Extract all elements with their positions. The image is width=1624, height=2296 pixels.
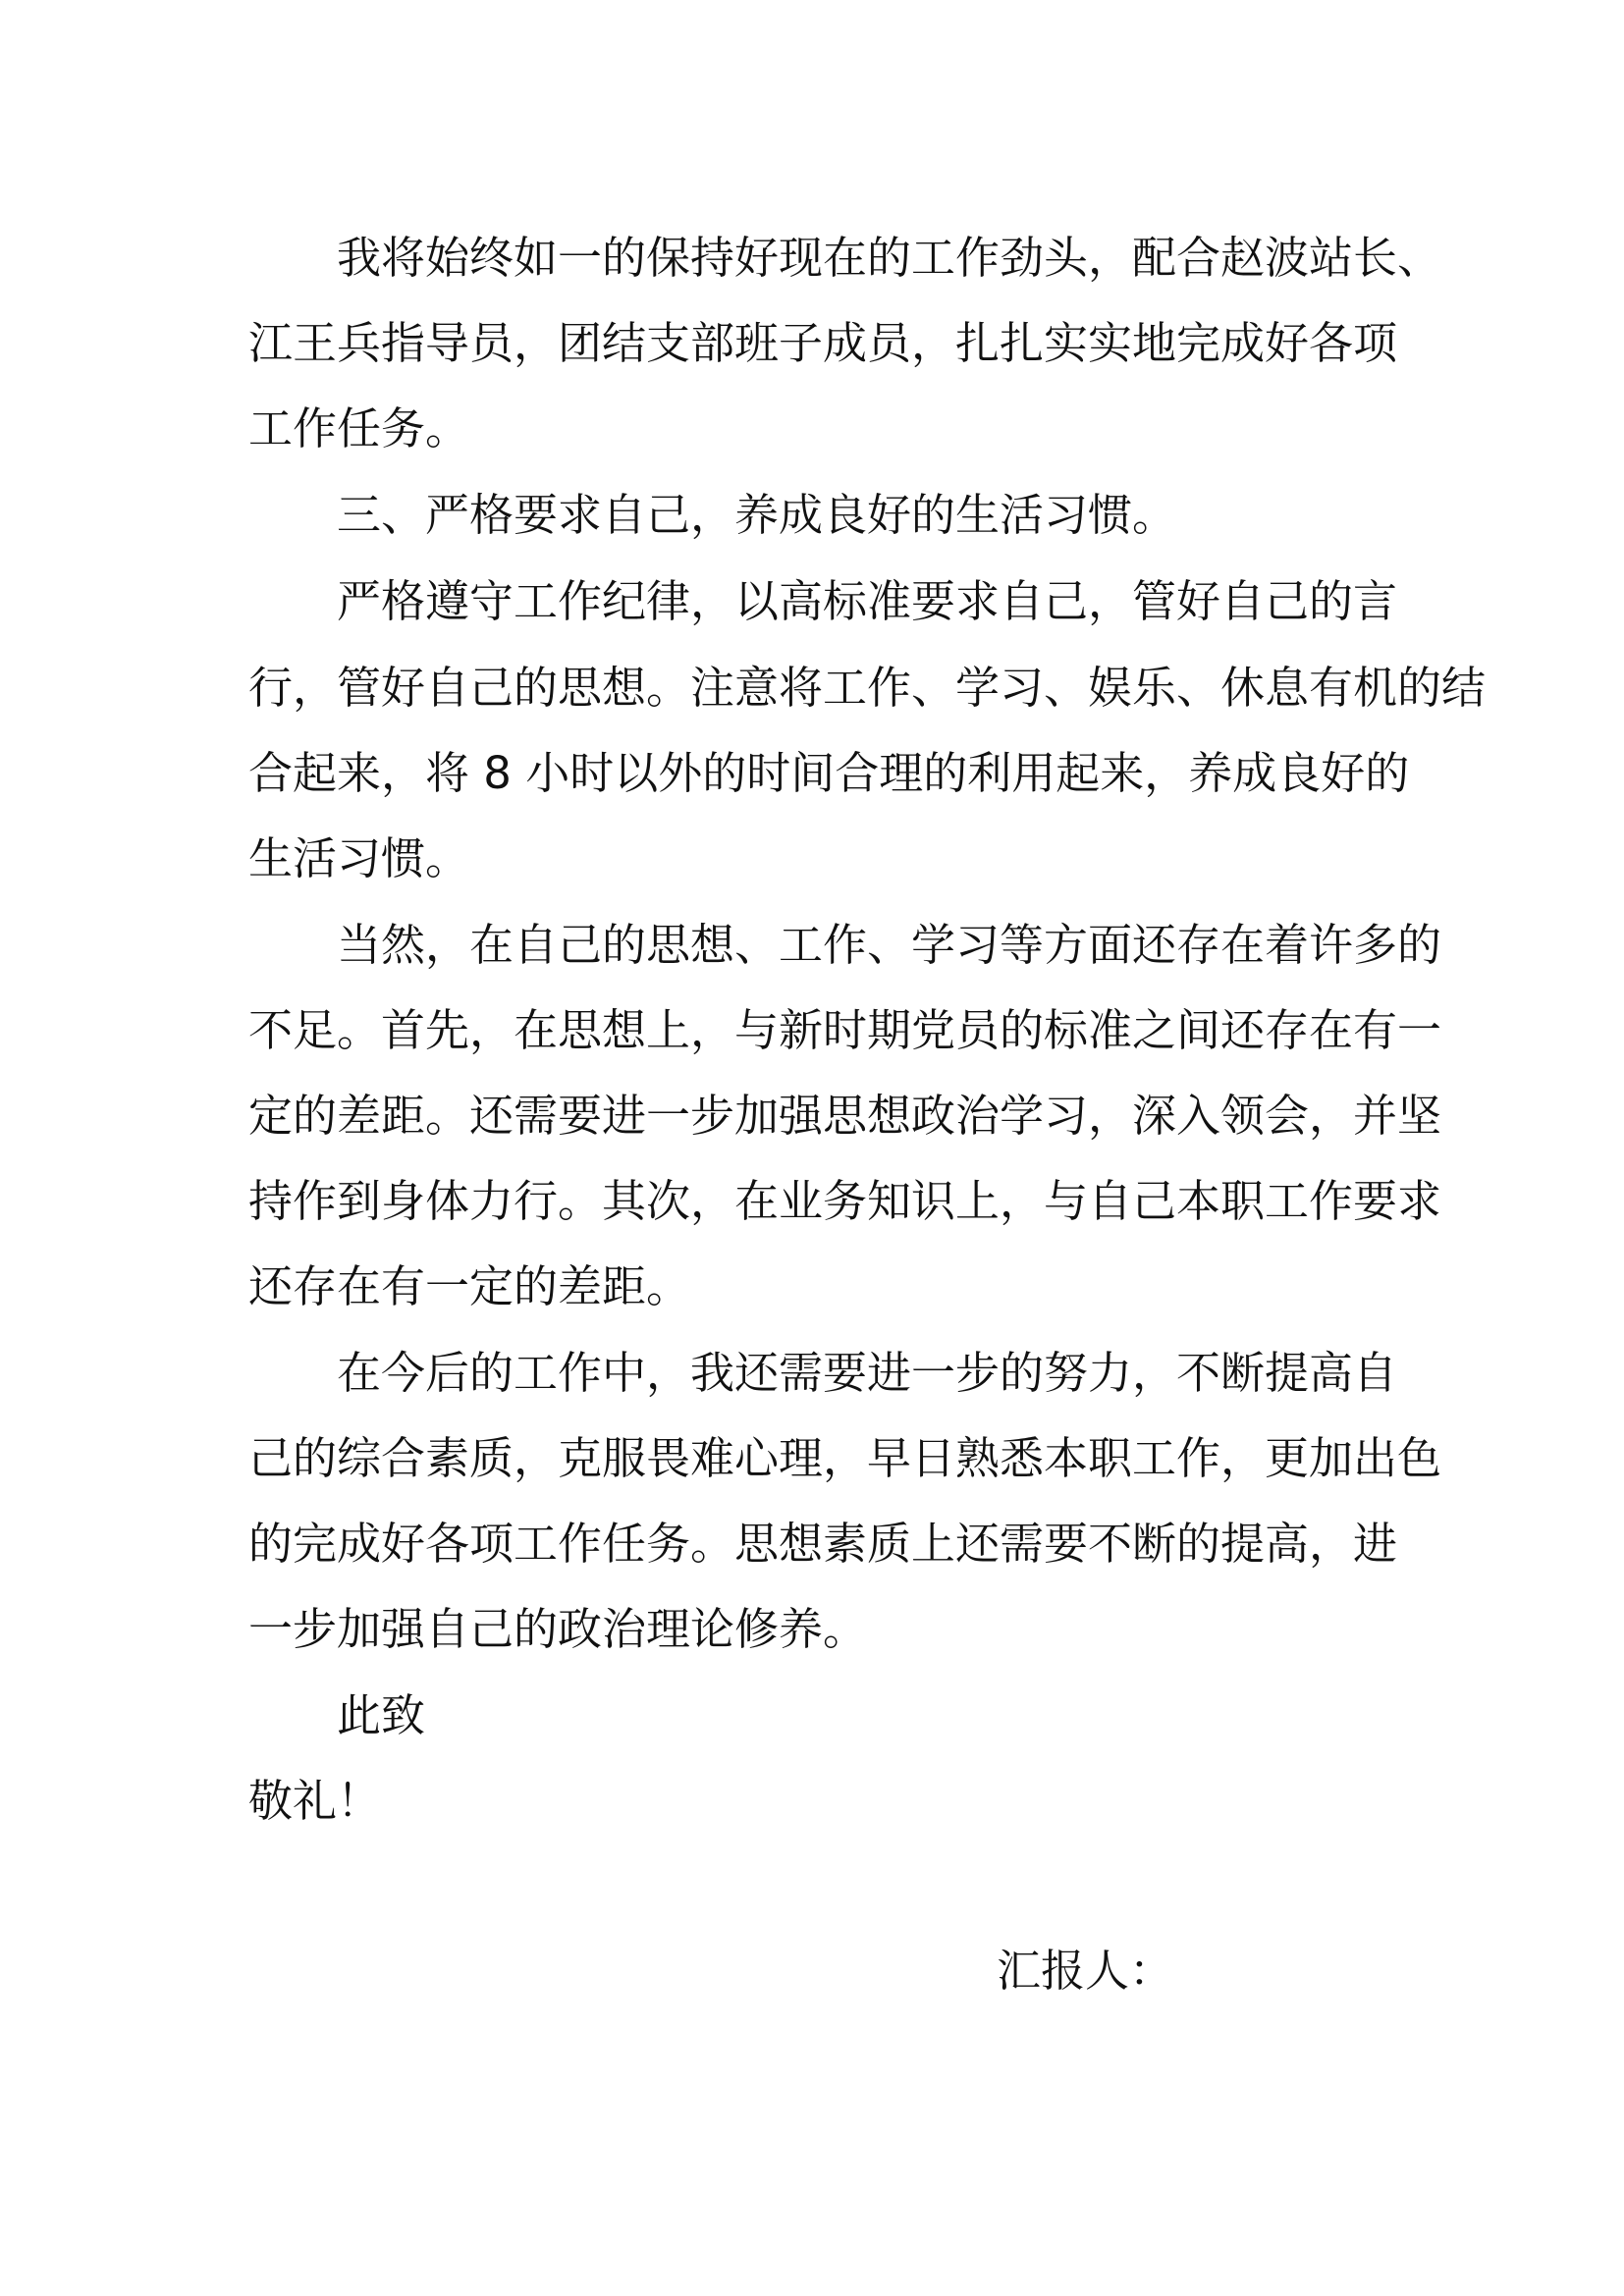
salutation-text: 敬礼！ — [248, 1775, 382, 1827]
closing-text: 此致 — [337, 1689, 426, 1741]
section-heading: 三、严格要求自己，养成良好的生活习惯。 — [337, 489, 1177, 541]
paragraph-line: 持作到身体力行。其次，在业务知识上，与自己本职工作要求 — [248, 1175, 1442, 1227]
paragraph-line: 生活习惯。 — [248, 832, 470, 884]
paragraph-line: 我将始终如一的保持好现在的工作劲头，配合赵波站长、 — [337, 232, 1442, 284]
paragraph-line: 定的差距。还需要进一步加强思想政治学习，深入领会，并坚 — [248, 1090, 1442, 1142]
paragraph-line: 严格遵守工作纪律，以高标准要求自己，管好自己的言 — [337, 575, 1398, 627]
paragraph-line: 己的综合素质，克服畏难心理，早日熟悉本职工作，更加出色 — [248, 1432, 1442, 1484]
paragraph-line: 江王兵指导员，团结支部班子成员，扎扎实实地完成好各项 — [248, 317, 1398, 369]
paragraph-line: 行，管好自己的思想。注意将工作、学习、娱乐、休息有机的结 — [248, 662, 1487, 714]
signature-label: 汇报人： — [997, 1945, 1174, 1997]
paragraph-line: 当然，在自己的思想、工作、学习等方面还存在着许多的 — [337, 919, 1442, 971]
paragraph-line: 还存在有一定的差距。 — [248, 1260, 691, 1312]
paragraph-line: 的完成好各项工作任务。思想素质上还需要不断的提高，进 — [248, 1518, 1398, 1570]
paragraph-line: 一步加强自己的政治理论修养。 — [248, 1603, 868, 1655]
paragraph-line: 工作任务。 — [248, 402, 470, 454]
paragraph-line: 合起来，将 8 小时以外的时间合理的利用起来，养成良好的 — [248, 747, 1410, 799]
paragraph-line: 在今后的工作中，我还需要进一步的努力，不断提高自 — [337, 1347, 1398, 1399]
paragraph-line: 不足。首先，在思想上，与新时期党员的标准之间还存在有一 — [248, 1004, 1442, 1056]
